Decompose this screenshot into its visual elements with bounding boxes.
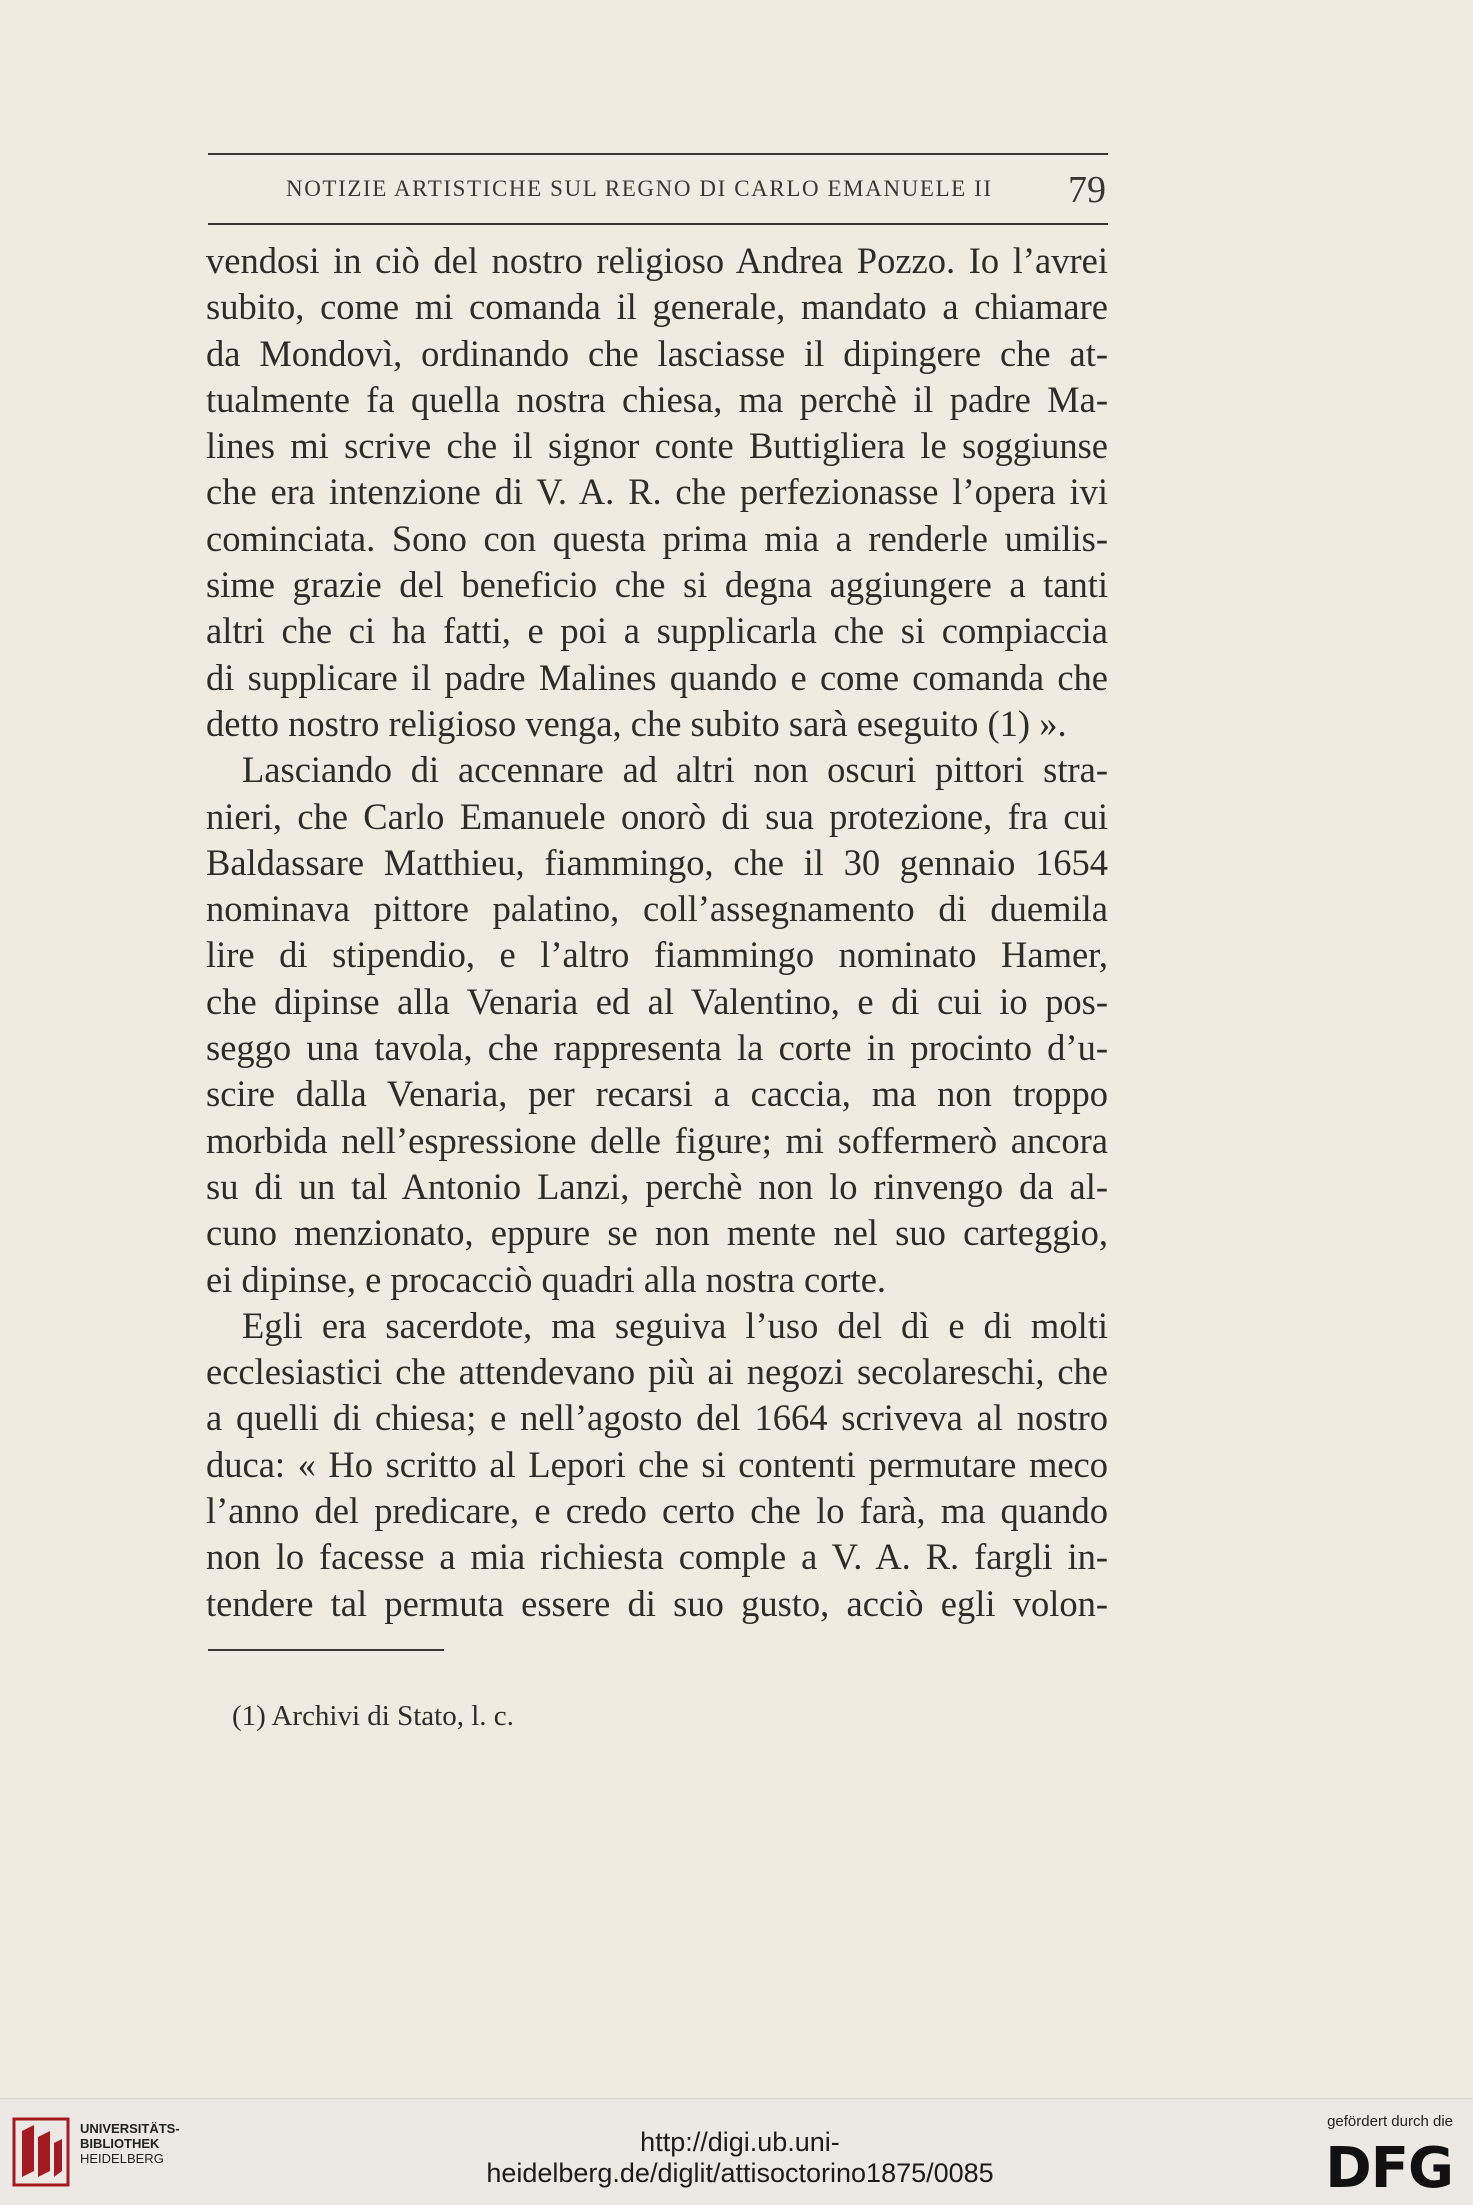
library-logo-icon[interactable] — [12, 2117, 70, 2187]
body-text — [206, 238, 1108, 1627]
header-rule-top — [208, 153, 1108, 155]
text-line: cominciata. Sono con questa prima mia a renderle umilis- — [206, 517, 1108, 559]
viewer-footer — [0, 2098, 1473, 2205]
header-rule-bottom — [208, 223, 1108, 225]
text-line: Egli era sacerdote, ma seguiva l’uso del dì e di molti — [242, 1304, 1108, 1346]
text-line: sime grazie del beneficio che si degna aggiungere a tanti — [206, 564, 1108, 606]
running-head — [208, 169, 1108, 212]
library-name-line: HEIDELBERG — [80, 2151, 164, 2166]
text-line: altri che ci ha fatti, e poi a supplicarla che si compiaccia — [206, 610, 1108, 652]
text-line: a quelli di chiesa; e nell’agosto del 1664 scriveva al nostro — [206, 1397, 1108, 1439]
text-line: lines mi scrive che il signor conte Buttigliera le soggiunse — [206, 425, 1108, 467]
text-line: tualmente fa quella nostra chiesa, ma perchè il padre Ma- — [206, 378, 1108, 420]
text-line: non lo facesse a mia richiesta comple a V. A. R. fargli in- — [206, 1536, 1108, 1578]
dfg-logo-icon[interactable]: DFG — [1325, 2136, 1453, 2201]
text-line: nieri, che Carlo Emanuele onorò di sua protezione, fra cui — [206, 795, 1108, 837]
text-line: Baldassare Matthieu, fiammingo, che il 30 gennaio 1654 — [206, 841, 1108, 883]
library-name-line: UNIVERSITÄTS- — [80, 2121, 180, 2136]
footnote-rule — [208, 1649, 444, 1651]
text-line: di supplicare il padre Malines quando e come comanda che — [206, 656, 1108, 698]
text-line: che era intenzione di V. A. R. che perfezionasse l’opera ivi — [206, 471, 1108, 513]
text-line: vendosi in ciò del nostro religioso Andrea Pozzo. Io l’avrei — [206, 240, 1108, 281]
text-line: su di un tal Antonio Lanzi, perchè non lo rinvengo da al- — [206, 1165, 1108, 1207]
footnote: (1) Archivi di Stato, l. c. — [232, 1700, 514, 1732]
library-name — [80, 2121, 180, 2166]
text-line: Lasciando di accennare ad altri non oscuri pittori stra- — [242, 749, 1108, 791]
page-number: 79 — [1068, 169, 1106, 211]
text-line: da Mondovì, ordinando che lasciasse il dipingere che at- — [206, 332, 1108, 374]
text-line: cuno menzionato, eppure se non mente nel suo carteggio, — [206, 1212, 1108, 1254]
text-line: tendere tal permuta essere di suo gusto, acciò egli volon- — [206, 1582, 1108, 1624]
library-name-line: BIBLIOTHEK — [80, 2136, 160, 2151]
text-line: ecclesiastici che attendevano più ai negozi secolareschi, che — [206, 1351, 1108, 1393]
text-line: subito, come mi comanda il generale, mandato a chiamare — [206, 286, 1108, 328]
text-line: morbida nell’espressione delle figure; mi soffermerò ancora — [206, 1119, 1108, 1161]
text-line: lire di stipendio, e l’altro fiammingo nominato Hamer, — [206, 934, 1108, 976]
running-title: NOTIZIE ARTISTICHE SUL REGNO DI CARLO EMANUELE II — [286, 176, 993, 201]
text-line: seggo una tavola, che rappresenta la corte in procinto d’u- — [206, 1027, 1108, 1069]
text-line: che dipinse alla Venaria ed al Valentino, e di cui io pos- — [206, 980, 1108, 1022]
text-line: detto nostro religioso venga, che subito sarà eseguito (1) ». — [206, 702, 1067, 744]
text-line: ei dipinse, e procacciò quadri alla nostra corte. — [206, 1258, 887, 1300]
text-line: duca: « Ho scritto al Lepori che si contenti permutare meco — [206, 1443, 1108, 1485]
funder-text: gefördert durch die — [1327, 2113, 1453, 2130]
permalink-url[interactable]: http://digi.ub.uni-heidelberg.de/diglit/attisoctorino1875/0085 — [486, 2127, 994, 2188]
text-line: nominava pittore palatino, coll’assegnamento di duemila — [206, 888, 1108, 930]
text-line: scire dalla Venaria, per recarsi a caccia, ma non troppo — [206, 1073, 1108, 1115]
text-line: l’anno del predicare, e credo certo che lo farà, ma quando — [206, 1490, 1108, 1532]
